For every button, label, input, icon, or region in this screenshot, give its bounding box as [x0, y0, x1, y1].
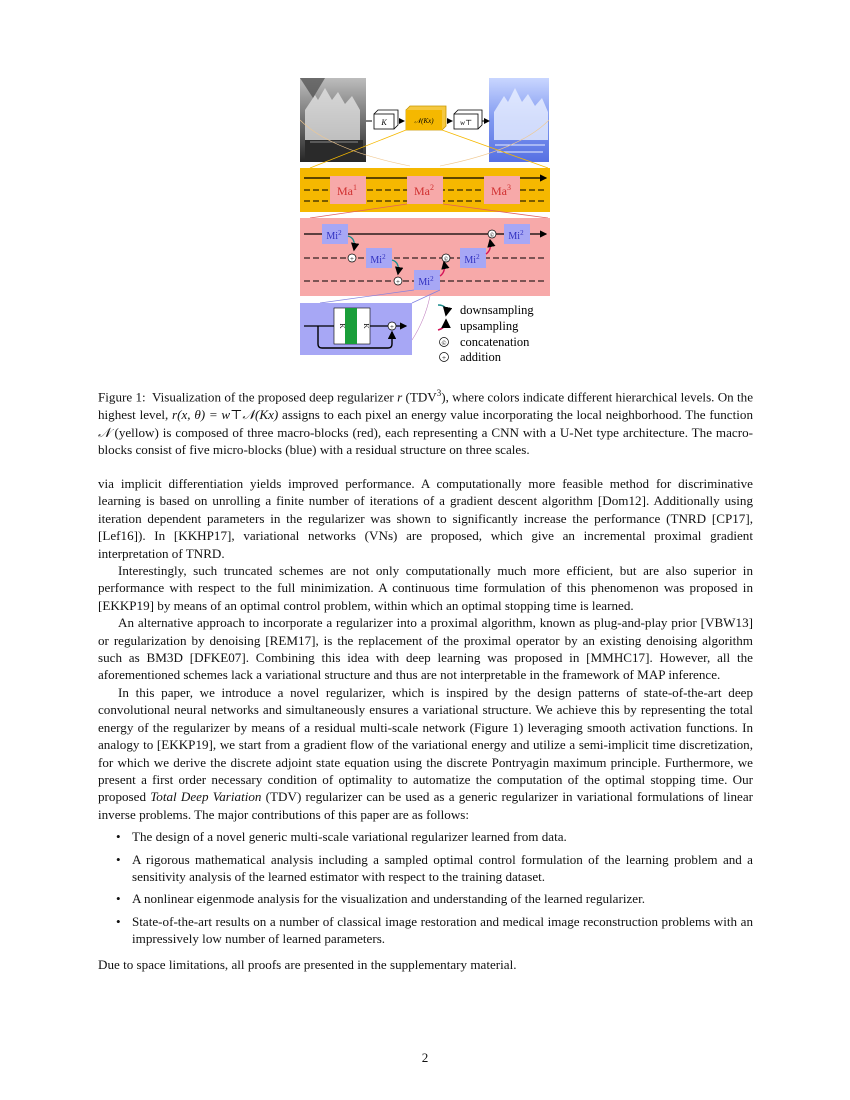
top-pipeline — [366, 106, 489, 130]
kernel-box — [374, 110, 398, 129]
svg-text:downsampling: downsampling — [460, 303, 534, 317]
weight-box — [454, 110, 482, 129]
list-item: • State-of-the-art results on a number of classical image restoration and medical image reconstruction problems with an impressively low number of learned parameters. — [116, 913, 753, 947]
macro-block-1 — [330, 176, 366, 204]
micro-block-2 — [366, 248, 392, 268]
svg-text:Mi2: Mi$^2$ — [508, 229, 524, 242]
page-number: 2 — [421, 1050, 429, 1065]
macro-level — [300, 168, 550, 212]
svg-text:concatenation: concatenation — [460, 335, 530, 349]
list-item: • The design of a novel generic multi-scale variational regularizer learned from data. — [116, 829, 567, 845]
legend-addition — [440, 350, 502, 364]
svg-text:+: + — [350, 255, 354, 263]
list-item: • A rigorous mathematical analysis including a sampled optimal control formulation of the learning problem and a sensitivity analysis of the learned estimator with respect to the training dataset. — [116, 851, 753, 884]
paragraph-2: Interestingly, such truncated schemes are not only computationally much more efficient, but are also superior in performance with respect to the full minimization. A continuous time formulation of this phenomenon was proposed in [EKKP19] by means of an optimal control problem, within which an optimal stopping time is learned. — [98, 563, 753, 613]
svg-text:©: © — [443, 257, 449, 263]
svg-text:+: + — [441, 353, 447, 362]
upsampling-icon — [438, 320, 446, 330]
svg-text:Ma3: Ma$^3$ — [491, 183, 511, 198]
paragraph-3: An alternative approach to incorporate a regularizer into a proximal algorithm, known as plug-and-play prior [VBW13] or regularization by denoising [REM17], is the replacement of the proximal operator by an existing denoising algorithm such as BM3D [DFKE07]. Combining this idea with deep learning was proposed in [MMHC17]. However, all the aforementioned schemes lack a variational structure and thus are not interpretable in the framework of MAP inference. — [98, 615, 753, 683]
micro-block-1 — [322, 224, 348, 244]
kernel-label: K — [381, 118, 387, 127]
legend-upsampling — [438, 319, 519, 333]
svg-text:addition: addition — [460, 350, 501, 364]
svg-text:Ma1: Ma$^1$ — [337, 183, 357, 198]
weight-label: w⊤ — [459, 118, 473, 127]
body-text — [98, 475, 753, 973]
figure-label: Figure 1: — [98, 389, 146, 405]
figure-1 — [0, 70, 850, 385]
svg-text:©: © — [441, 340, 447, 347]
macro-block-2 — [407, 176, 443, 204]
svg-text:Ma2: Ma$^2$ — [414, 183, 434, 198]
residual-block — [300, 303, 412, 355]
residual-kernel-1: K — [338, 323, 346, 329]
energy-image — [489, 78, 549, 162]
svg-text:upsampling: upsampling — [460, 319, 519, 333]
micro-level — [300, 218, 550, 296]
list-item: • A nonlinear eigenmode analysis for the visualization and understanding of the learned regularizer. — [116, 891, 646, 907]
svg-text:+: + — [396, 278, 400, 286]
legend-downsampling — [438, 303, 534, 317]
legend — [438, 303, 534, 364]
micro-block-4 — [460, 248, 486, 268]
residual-kernel-2: K — [362, 323, 370, 329]
network-box — [406, 106, 446, 130]
energy-formula: r(x, θ) = w⊤𝒩(Kx) — [172, 406, 279, 422]
legend-concatenation — [440, 335, 531, 349]
micro-block-3 — [414, 270, 440, 290]
figure-caption: Figure 1: Visualization of the proposed deep regularizer r (TDV$^3$), where colors indicate different hierarchical levels. On the highest level, r(x, θ) = w⊤𝒩(Kx) assigns to each pixel an energy value incorporating the local neighborhood. The function 𝒩 (yellow) is composed of three macro-blocks (red), each representing a CNN with a U-Net type architecture. The macro-blocks consist of five micro-blocks (blue) with a residual structure on three scales. — [98, 388, 754, 458]
downsampling-icon — [438, 305, 446, 315]
contributions-list — [98, 828, 753, 947]
closing-paragraph: Due to space limitations, all proofs are presented in the supplementary material. — [98, 956, 517, 972]
svg-text:Mi2: Mi$^2$ — [326, 229, 342, 242]
paragraph-1: via implicit differentiation yields improved performance. A computationally more feasible method for discriminative learning is based on unrolling a finite number of iterations of a gradient descent algorithm [Dom12]. Additionally using iteration dependent parameters in the regularizer was shown to significantly increase the performance (TNRD [CP17], [Lef16]). In [KKHP17], variational networks (VNs) are proposed, which give an incremental proximal gradient interpretation of TNRD. — [98, 476, 753, 561]
micro-block-5 — [504, 224, 530, 244]
svg-text:Mi2: Mi$^2$ — [418, 275, 434, 288]
svg-text:Mi2: Mi$^2$ — [370, 253, 386, 266]
macro-block-3 — [484, 176, 520, 204]
svg-text:+: + — [390, 323, 394, 331]
svg-text:Mi2: Mi$^2$ — [464, 253, 480, 266]
network-label: 𝒩(Kx) — [414, 117, 434, 125]
svg-text:©: © — [489, 233, 495, 239]
architecture-diagram — [0, 70, 850, 385]
paragraph-4: In this paper, we introduce a novel regularizer, which is inspired by the design patterns of state-of-the-art deep convolutional neural networks and simultaneously ensures a variational structure. We achieve this by representing the total energy of the regularizer by means of a residual multi-scale network (Figure 1) leveraging smooth activation functions. In analogy to [EKKP19], we start from a gradient flow of the variational energy and utilize a semi-implicit time discretization, for which we derive the discrete adjoint state equation using the discrete Pontryagin maximum principle. Furthermore, we present a first order necessary condition of optimality to automatize the computation of the optimal stopping time. Our proposed Total Deep Variation (TDV) regularizer can be used as a generic regularizer in variational formulations of linear inverse problems. The major contributions of this paper are as follows: — [98, 684, 753, 822]
